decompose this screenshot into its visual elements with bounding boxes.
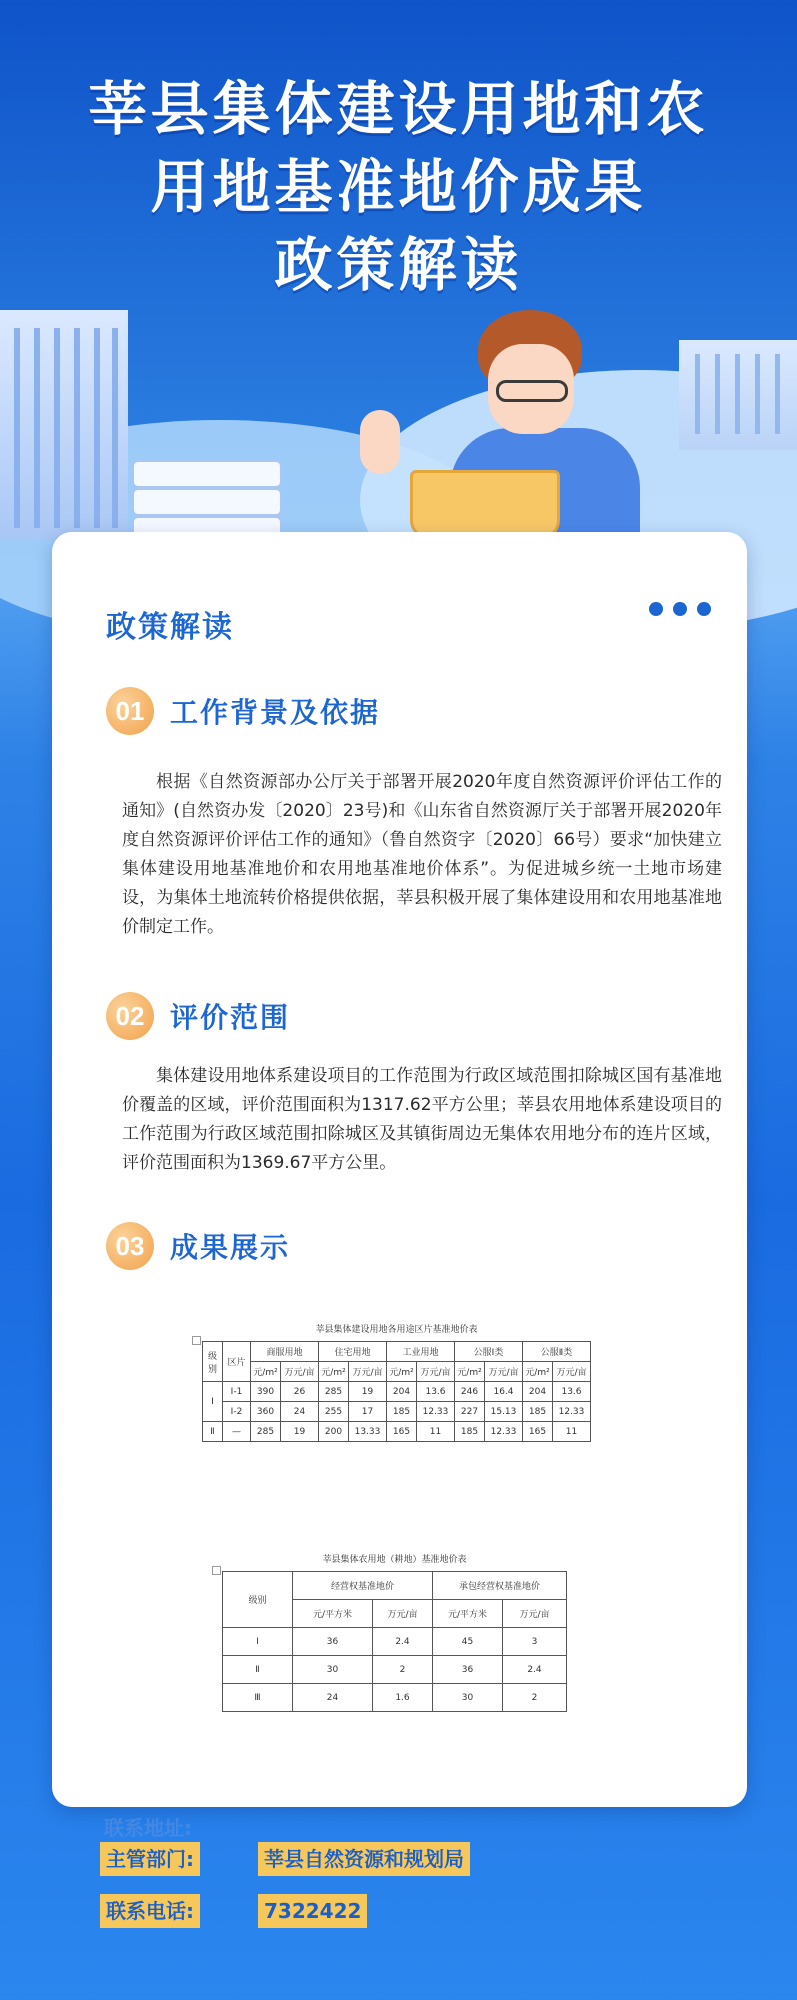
section-2-body: 集体建设用地体系建设项目的工作范围为行政区域范围扣除城区国有基准地价覆盖的区域，评价范围面积为1317.62平方公里；莘县农用地体系建设项目的工作范围为行政区域范围扣除城区及其镇街周边无集体农用地分布的连片区域，评价范围面积为1369.67平方公里。 — [122, 1066, 722, 1173]
section-title: 成果展示 — [170, 1231, 291, 1264]
cell: 2 — [503, 1684, 567, 1712]
th-group: 承包经营权基准地价 — [433, 1572, 567, 1600]
cell: 285 — [319, 1382, 349, 1402]
cell: 185 — [455, 1422, 485, 1442]
cell: 45 — [433, 1628, 503, 1656]
cell: Ⅱ — [223, 1656, 293, 1684]
section-title: 评价范围 — [170, 1001, 291, 1034]
th-group: 经营权基准地价 — [293, 1572, 433, 1600]
th-zone: 区片 — [223, 1342, 251, 1382]
cell: 12.33 — [553, 1402, 591, 1422]
card-heading: 政策解读 — [106, 610, 234, 645]
section-number-badge: 01 — [106, 687, 154, 735]
cell: 246 — [455, 1382, 485, 1402]
th-level: 级别 — [203, 1342, 223, 1382]
dept-label: 主管部门: — [100, 1842, 200, 1876]
cell: 13.33 — [349, 1422, 387, 1442]
cell: Ⅱ — [203, 1422, 223, 1442]
cell: 24 — [293, 1684, 373, 1712]
cell: 19 — [349, 1382, 387, 1402]
cell: 24 — [281, 1402, 319, 1422]
cell: 185 — [387, 1402, 417, 1422]
cell: 227 — [455, 1402, 485, 1422]
cell: 19 — [281, 1422, 319, 1442]
cell: 13.6 — [553, 1382, 591, 1402]
table-2-wrapper — [222, 1552, 567, 1712]
cell: 2.4 — [373, 1628, 433, 1656]
th-unit: 元/平方米 — [293, 1600, 373, 1628]
th-unit: 元/m² — [251, 1362, 281, 1382]
th-unit: 元/m² — [319, 1362, 349, 1382]
table-row — [203, 1402, 591, 1422]
phone-label: 联系电话: — [100, 1894, 200, 1928]
cell: 185 — [523, 1402, 553, 1422]
title-line-3: 政策解读 — [274, 231, 523, 299]
table-1-wrapper — [202, 1322, 591, 1442]
table-move-handle[interactable] — [192, 1336, 201, 1345]
building-icon — [0, 310, 128, 540]
th-group: 商服用地 — [251, 1342, 319, 1362]
th-unit: 万元/亩 — [553, 1362, 591, 1382]
cell: 30 — [293, 1656, 373, 1684]
cell: 36 — [433, 1656, 503, 1684]
th-unit: 元/平方米 — [433, 1600, 503, 1628]
cell: 285 — [251, 1422, 281, 1442]
title-line-1: 莘县集体建设用地和农 — [88, 75, 709, 143]
cell: Ⅲ — [223, 1684, 293, 1712]
cell: — — [223, 1422, 251, 1442]
building-icon — [679, 340, 797, 450]
th-unit: 万元/亩 — [373, 1600, 433, 1628]
cell: 3 — [503, 1628, 567, 1656]
section-2-header — [106, 992, 290, 1040]
cell: Ⅰ — [223, 1628, 293, 1656]
cell: 360 — [251, 1402, 281, 1422]
section-number-badge: 02 — [106, 992, 154, 1040]
cell: 36 — [293, 1628, 373, 1656]
th-unit: 万元/亩 — [485, 1362, 523, 1382]
th-unit: 万元/亩 — [281, 1362, 319, 1382]
cell: 17 — [349, 1402, 387, 1422]
th-unit: 元/m² — [455, 1362, 485, 1382]
section-1-header — [106, 687, 380, 735]
cell: 11 — [417, 1422, 455, 1442]
cell: 390 — [251, 1382, 281, 1402]
cell: 11 — [553, 1422, 591, 1442]
cell: 2 — [373, 1656, 433, 1684]
cell: Ⅰ — [203, 1382, 223, 1422]
th-group: 工业用地 — [387, 1342, 455, 1362]
title-line-2: 用地基准地价成果 — [150, 153, 647, 221]
cell: 13.6 — [417, 1382, 455, 1402]
section-1-body: 根据《自然资源部办公厅关于部署开展2020年度自然资源评价评估工作的通知》(自然资办发〔2020〕23号)和《山东省自然资源厅关于部署开展2020年度自然资源评价评估工作的通知》（鲁自然资字〔2020〕66号）要求“加快建立集体建设用地基准地价和农用地基准地价体系”。为促进城乡统一土地市场建设，为集体土地流转价格提供依据，莘县积极开展了集体建设用和农用地基准地价制定工作。 — [122, 772, 722, 937]
farmland-price-table — [222, 1571, 567, 1712]
cell: 165 — [523, 1422, 553, 1442]
table-2-title: 莘县集体农用地（耕地）基准地价表 — [322, 1555, 467, 1565]
cell: 255 — [319, 1402, 349, 1422]
cell: 30 — [433, 1684, 503, 1712]
cell: 15.13 — [485, 1402, 523, 1422]
cell: Ⅰ-1 — [223, 1382, 251, 1402]
cell: 200 — [319, 1422, 349, 1442]
table-move-handle[interactable] — [212, 1566, 221, 1575]
section-number-badge: 03 — [106, 1222, 154, 1270]
th-unit: 万元/亩 — [417, 1362, 455, 1382]
cell: 1.6 — [373, 1684, 433, 1712]
cell: 26 — [281, 1382, 319, 1402]
open-book-icon — [410, 470, 560, 540]
section-title: 工作背景及依据 — [170, 696, 381, 729]
table-row — [203, 1382, 591, 1402]
th-unit: 元/m² — [387, 1362, 417, 1382]
cell: 2.4 — [503, 1656, 567, 1684]
th-unit: 万元/亩 — [349, 1362, 387, 1382]
page-title — [0, 70, 797, 304]
table-row — [223, 1628, 567, 1656]
cell: Ⅰ-2 — [223, 1402, 251, 1422]
cell: 12.33 — [485, 1422, 523, 1442]
section-3-header — [106, 1222, 290, 1270]
phone-value[interactable]: 7322422 — [258, 1894, 367, 1928]
cell: 204 — [523, 1382, 553, 1402]
table-row — [223, 1684, 567, 1712]
table-1-title: 莘县集体建设用地各用途区片基准地价表 — [315, 1325, 478, 1335]
th-level: 级别 — [223, 1572, 293, 1628]
cell: 16.4 — [485, 1382, 523, 1402]
contact-heading: 联系地址: — [104, 1816, 192, 1840]
cell: 165 — [387, 1422, 417, 1442]
dept-value: 莘县自然资源和规划局 — [258, 1842, 470, 1876]
th-group: 公服Ⅱ类 — [523, 1342, 591, 1362]
th-group: 公服Ⅰ类 — [455, 1342, 523, 1362]
th-unit: 元/m² — [523, 1362, 553, 1382]
th-unit: 万元/亩 — [503, 1600, 567, 1628]
more-dots-icon — [649, 602, 711, 616]
content-card — [52, 532, 747, 1807]
hero-illustration — [0, 300, 797, 570]
th-group: 住宅用地 — [319, 1342, 387, 1362]
table-row — [203, 1422, 591, 1442]
construction-land-price-table — [202, 1341, 591, 1442]
cell: 204 — [387, 1382, 417, 1402]
table-row — [223, 1656, 567, 1684]
cell: 12.33 — [417, 1402, 455, 1422]
teacher-character-icon — [470, 310, 670, 560]
